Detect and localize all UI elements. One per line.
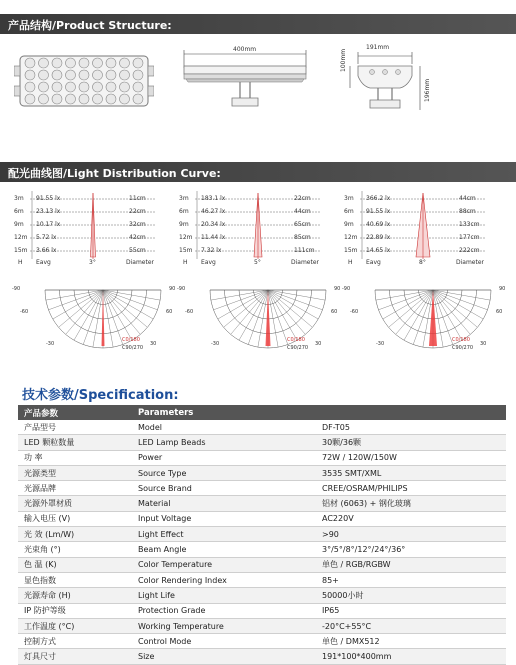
axis-eavg-label: Eavg bbox=[201, 259, 216, 266]
spec-param-en: Protection Grade bbox=[132, 603, 308, 618]
led-lens bbox=[133, 70, 143, 80]
spec-value: IP65 bbox=[308, 603, 506, 618]
beam-diagram bbox=[30, 191, 156, 261]
legend-c90: C90/270 bbox=[452, 345, 474, 351]
led-lens bbox=[39, 70, 49, 80]
lamp-end-view bbox=[338, 52, 428, 114]
distance-label: 6m bbox=[344, 208, 354, 215]
diameter-value: 44cm bbox=[459, 195, 476, 202]
polar-diagram bbox=[348, 288, 516, 356]
polar-angle-label: 30 bbox=[150, 341, 157, 347]
spec-value: 72W / 120W/150W bbox=[308, 450, 506, 465]
spec-param-en: Working Temperature bbox=[132, 618, 308, 633]
spec-param-en: Input Voltage bbox=[132, 511, 308, 526]
spec-value: 191*100*400mm bbox=[308, 649, 506, 664]
spec-param-en: LED Lamp Beads bbox=[132, 435, 308, 450]
spec-param-en: Size bbox=[132, 649, 308, 664]
polar-angle-label: 60 bbox=[331, 309, 338, 315]
spec-param-cn: 光束角 (°) bbox=[18, 542, 132, 557]
led-lens bbox=[52, 94, 62, 104]
distance-label: 3m bbox=[344, 195, 354, 202]
spec-row bbox=[18, 420, 506, 435]
spec-header-value bbox=[308, 405, 506, 420]
led-lens bbox=[133, 94, 143, 104]
axis-eavg-label: Eavg bbox=[366, 259, 381, 266]
axis-diameter-label: Diameter bbox=[126, 259, 155, 266]
lux-value: 14.65 lx bbox=[366, 247, 391, 254]
spec-value: CREE/OSRAM/PHILIPS bbox=[308, 481, 506, 496]
axis-h-label: H bbox=[183, 259, 188, 266]
spec-param-cn: 光源外罩材质 bbox=[18, 496, 132, 511]
lux-value: 7.32 lx bbox=[201, 247, 222, 254]
legend-c0: C0/180 bbox=[287, 337, 305, 343]
led-lens bbox=[120, 82, 130, 92]
lux-value: 11.44 lx bbox=[201, 234, 226, 241]
lux-value: 3.66 lx bbox=[36, 247, 57, 254]
legend-c90: C90/270 bbox=[122, 345, 144, 351]
lux-value: 23.13 lx bbox=[36, 208, 61, 215]
spec-header-cn: 产品参数 bbox=[18, 405, 132, 420]
spec-row bbox=[18, 588, 506, 603]
led-lens bbox=[52, 82, 62, 92]
lux-value: 40.69 lx bbox=[366, 221, 391, 228]
polar-angle-label: -60 bbox=[20, 309, 29, 315]
led-lens bbox=[52, 70, 62, 80]
led-lens bbox=[106, 70, 116, 80]
diameter-value: 222cm bbox=[459, 247, 480, 254]
spec-row bbox=[18, 481, 506, 496]
polar-angle-label: -30 bbox=[46, 341, 55, 347]
beam-diagram bbox=[360, 191, 486, 261]
led-lens bbox=[66, 94, 76, 104]
led-lens bbox=[66, 82, 76, 92]
led-lens bbox=[25, 82, 35, 92]
led-lens bbox=[93, 58, 103, 68]
spec-param-cn: 光源寿命 (H) bbox=[18, 588, 132, 603]
spec-value: AC220V bbox=[308, 511, 506, 526]
spec-param-en: Source Brand bbox=[132, 481, 308, 496]
spec-param-cn: LED 颗粒数量 bbox=[18, 435, 132, 450]
led-lens bbox=[93, 94, 103, 104]
polar-angle-label: -90 bbox=[12, 286, 21, 292]
diameter-value: 55cm bbox=[129, 247, 146, 254]
spec-param-cn: 色 温 (K) bbox=[18, 557, 132, 572]
legend-c0: C0/180 bbox=[122, 337, 140, 343]
spec-row bbox=[18, 634, 506, 649]
spec-row bbox=[18, 542, 506, 557]
diameter-value: 111cm bbox=[294, 247, 315, 254]
polar-angle-label: -30 bbox=[376, 341, 385, 347]
spec-param-cn: 产品型号 bbox=[18, 420, 132, 435]
polar-angle-label: -90 bbox=[177, 286, 186, 292]
spec-param-en: Light Effect bbox=[132, 527, 308, 542]
distribution-title: 配光曲线图/Light Distribution Curve: bbox=[8, 167, 221, 180]
polar-beam-lobe bbox=[266, 290, 271, 346]
led-lens bbox=[66, 70, 76, 80]
spec-param-cn: 显色指数 bbox=[18, 572, 132, 587]
spec-value: >90 bbox=[308, 527, 506, 542]
spec-param-en: Material bbox=[132, 496, 308, 511]
spec-title: 技术参数/Specification: bbox=[22, 388, 179, 403]
led-lens bbox=[39, 58, 49, 68]
spec-param-cn: 功 率 bbox=[18, 450, 132, 465]
led-lens bbox=[25, 70, 35, 80]
legend-c0: C0/180 bbox=[452, 337, 470, 343]
spec-param-cn: 工作温度 (°C) bbox=[18, 618, 132, 633]
spec-value: 单色 / RGB/RGBW bbox=[308, 557, 506, 572]
spec-row bbox=[18, 557, 506, 572]
led-lens bbox=[106, 82, 116, 92]
led-lens bbox=[52, 58, 62, 68]
lamp-side-view bbox=[170, 48, 320, 118]
spec-value: 3535 SMT/XML bbox=[308, 465, 506, 480]
led-lens bbox=[133, 58, 143, 68]
led-lens bbox=[120, 94, 130, 104]
spec-param-en: Power bbox=[132, 450, 308, 465]
diameter-value: 22cm bbox=[129, 208, 146, 215]
spec-header-en: Parameters bbox=[132, 405, 308, 420]
polar-angle-label: 60 bbox=[166, 309, 173, 315]
distance-label: 6m bbox=[14, 208, 24, 215]
led-lens bbox=[93, 82, 103, 92]
diameter-value: 65cm bbox=[294, 221, 311, 228]
distance-label: 15m bbox=[179, 247, 193, 254]
spec-row bbox=[18, 527, 506, 542]
spec-param-cn: 光 效 (Lm/W) bbox=[18, 527, 132, 542]
legend-c90: C90/270 bbox=[287, 345, 309, 351]
led-lens bbox=[79, 70, 89, 80]
spec-row bbox=[18, 435, 506, 450]
axis-diameter-label: Diameter bbox=[456, 259, 485, 266]
led-lens bbox=[120, 70, 130, 80]
spec-param-cn: 光源类型 bbox=[18, 465, 132, 480]
spec-param-cn: 光源品牌 bbox=[18, 481, 132, 496]
polar-angle-label: -90 bbox=[342, 286, 351, 292]
lux-value: 91.55 lx bbox=[36, 195, 61, 202]
structure-title: 产品结构/Product Structure: bbox=[8, 19, 172, 32]
spec-row bbox=[18, 572, 506, 587]
spec-value: 单色 / DMX512 bbox=[308, 634, 506, 649]
led-lens bbox=[106, 94, 116, 104]
distance-label: 9m bbox=[179, 221, 189, 228]
lux-value: 183.1 lx bbox=[201, 195, 226, 202]
spec-row bbox=[18, 465, 506, 480]
polar-angle-label: 90 bbox=[499, 286, 506, 292]
lux-value: 46.27 lx bbox=[201, 208, 226, 215]
distance-label: 9m bbox=[14, 221, 24, 228]
led-lens bbox=[79, 58, 89, 68]
spec-param-en: Control Mode bbox=[132, 634, 308, 649]
spec-param-cn: IP 防护等级 bbox=[18, 603, 132, 618]
distance-label: 12m bbox=[344, 234, 358, 241]
width-dimension: 191mm bbox=[366, 44, 390, 51]
spec-value: 3°/5°/8°/12°/24°/36° bbox=[308, 542, 506, 557]
lux-value: 366.2 lx bbox=[366, 195, 391, 202]
spec-row bbox=[18, 618, 506, 633]
polar-angle-label: 90 bbox=[334, 286, 341, 292]
diameter-value: 11cm bbox=[129, 195, 146, 202]
total-height-dimension: 196mm bbox=[424, 78, 431, 102]
spec-value: 85+ bbox=[308, 572, 506, 587]
spec-param-en: Beam Angle bbox=[132, 542, 308, 557]
lamp-front-view bbox=[14, 52, 154, 112]
distance-label: 3m bbox=[14, 195, 24, 202]
spec-param-en: Color Rendering Index bbox=[132, 572, 308, 587]
led-lens bbox=[106, 58, 116, 68]
polar-beam-lobe bbox=[429, 290, 437, 346]
led-lens bbox=[39, 82, 49, 92]
spec-param-cn: 控制方式 bbox=[18, 634, 132, 649]
spec-param-cn: 输入电压 (V) bbox=[18, 511, 132, 526]
structure-header-bar bbox=[0, 14, 516, 34]
spec-table bbox=[18, 405, 506, 665]
axis-h-label: H bbox=[348, 259, 353, 266]
polar-angle-label: 30 bbox=[315, 341, 322, 347]
diameter-value: 32cm bbox=[129, 221, 146, 228]
distance-label: 3m bbox=[179, 195, 189, 202]
lux-value: 5.72 lx bbox=[36, 234, 57, 241]
led-lens bbox=[25, 94, 35, 104]
led-lens bbox=[120, 58, 130, 68]
spec-row bbox=[18, 511, 506, 526]
led-lens bbox=[133, 82, 143, 92]
axis-eavg-label: Eavg bbox=[36, 259, 51, 266]
distribution-header-bar bbox=[0, 162, 516, 182]
spec-param-cn: 灯具尺寸 bbox=[18, 649, 132, 664]
diameter-value: 22cm bbox=[294, 195, 311, 202]
spec-param-en: Light Life bbox=[132, 588, 308, 603]
height-dimension: 100mm bbox=[340, 48, 347, 72]
polar-diagram bbox=[183, 288, 353, 356]
led-lens bbox=[25, 58, 35, 68]
polar-angle-label: -60 bbox=[185, 309, 194, 315]
polar-angle-label: -30 bbox=[211, 341, 220, 347]
diameter-value: 42cm bbox=[129, 234, 146, 241]
diameter-value: 44cm bbox=[294, 208, 311, 215]
polar-angle-label: 30 bbox=[480, 341, 487, 347]
length-dimension: 400mm bbox=[233, 46, 257, 53]
polar-angle-label: 60 bbox=[496, 309, 503, 315]
spec-value: -20°C+55°C bbox=[308, 618, 506, 633]
axis-h-label: H bbox=[18, 259, 23, 266]
spec-value: 50000小时 bbox=[308, 588, 506, 603]
beam-angle-label: 8° bbox=[419, 259, 426, 266]
polar-angle-label: -60 bbox=[350, 309, 359, 315]
beam-diagram bbox=[195, 191, 321, 261]
distance-label: 6m bbox=[179, 208, 189, 215]
spec-value: 铝材 (6063) + 钢化玻璃 bbox=[308, 496, 506, 511]
axis-diameter-label: Diameter bbox=[291, 259, 320, 266]
led-lens bbox=[79, 94, 89, 104]
distance-label: 12m bbox=[179, 234, 193, 241]
polar-angle-label: 90 bbox=[169, 286, 176, 292]
lux-value: 91.55 lx bbox=[366, 208, 391, 215]
spec-row bbox=[18, 496, 506, 511]
led-lens bbox=[66, 58, 76, 68]
distance-label: 15m bbox=[344, 247, 358, 254]
spec-param-en: Color Temperature bbox=[132, 557, 308, 572]
spec-param-en: Source Type bbox=[132, 465, 308, 480]
distance-label: 15m bbox=[14, 247, 28, 254]
led-lens bbox=[79, 82, 89, 92]
polar-beam-lobe bbox=[102, 290, 105, 346]
spec-row bbox=[18, 450, 506, 465]
distance-label: 9m bbox=[344, 221, 354, 228]
diameter-value: 85cm bbox=[294, 234, 311, 241]
led-lens bbox=[93, 70, 103, 80]
lux-value: 20.34 lx bbox=[201, 221, 226, 228]
spec-value: 30颗/36颗 bbox=[308, 435, 506, 450]
polar-diagram bbox=[18, 288, 188, 356]
diameter-value: 88cm bbox=[459, 208, 476, 215]
beam-angle-label: 5° bbox=[254, 259, 261, 266]
beam-angle-label: 3° bbox=[89, 259, 96, 266]
lux-value: 10.17 lx bbox=[36, 221, 61, 228]
lux-value: 22.89 lx bbox=[366, 234, 391, 241]
spec-value: DF-T05 bbox=[308, 420, 506, 435]
distance-label: 12m bbox=[14, 234, 28, 241]
led-lens bbox=[39, 94, 49, 104]
spec-row bbox=[18, 603, 506, 618]
spec-row bbox=[18, 649, 506, 664]
spec-param-en: Model bbox=[132, 420, 308, 435]
diameter-value: 133cm bbox=[459, 221, 480, 228]
diameter-value: 177cm bbox=[459, 234, 480, 241]
spec-header-row bbox=[18, 405, 506, 420]
